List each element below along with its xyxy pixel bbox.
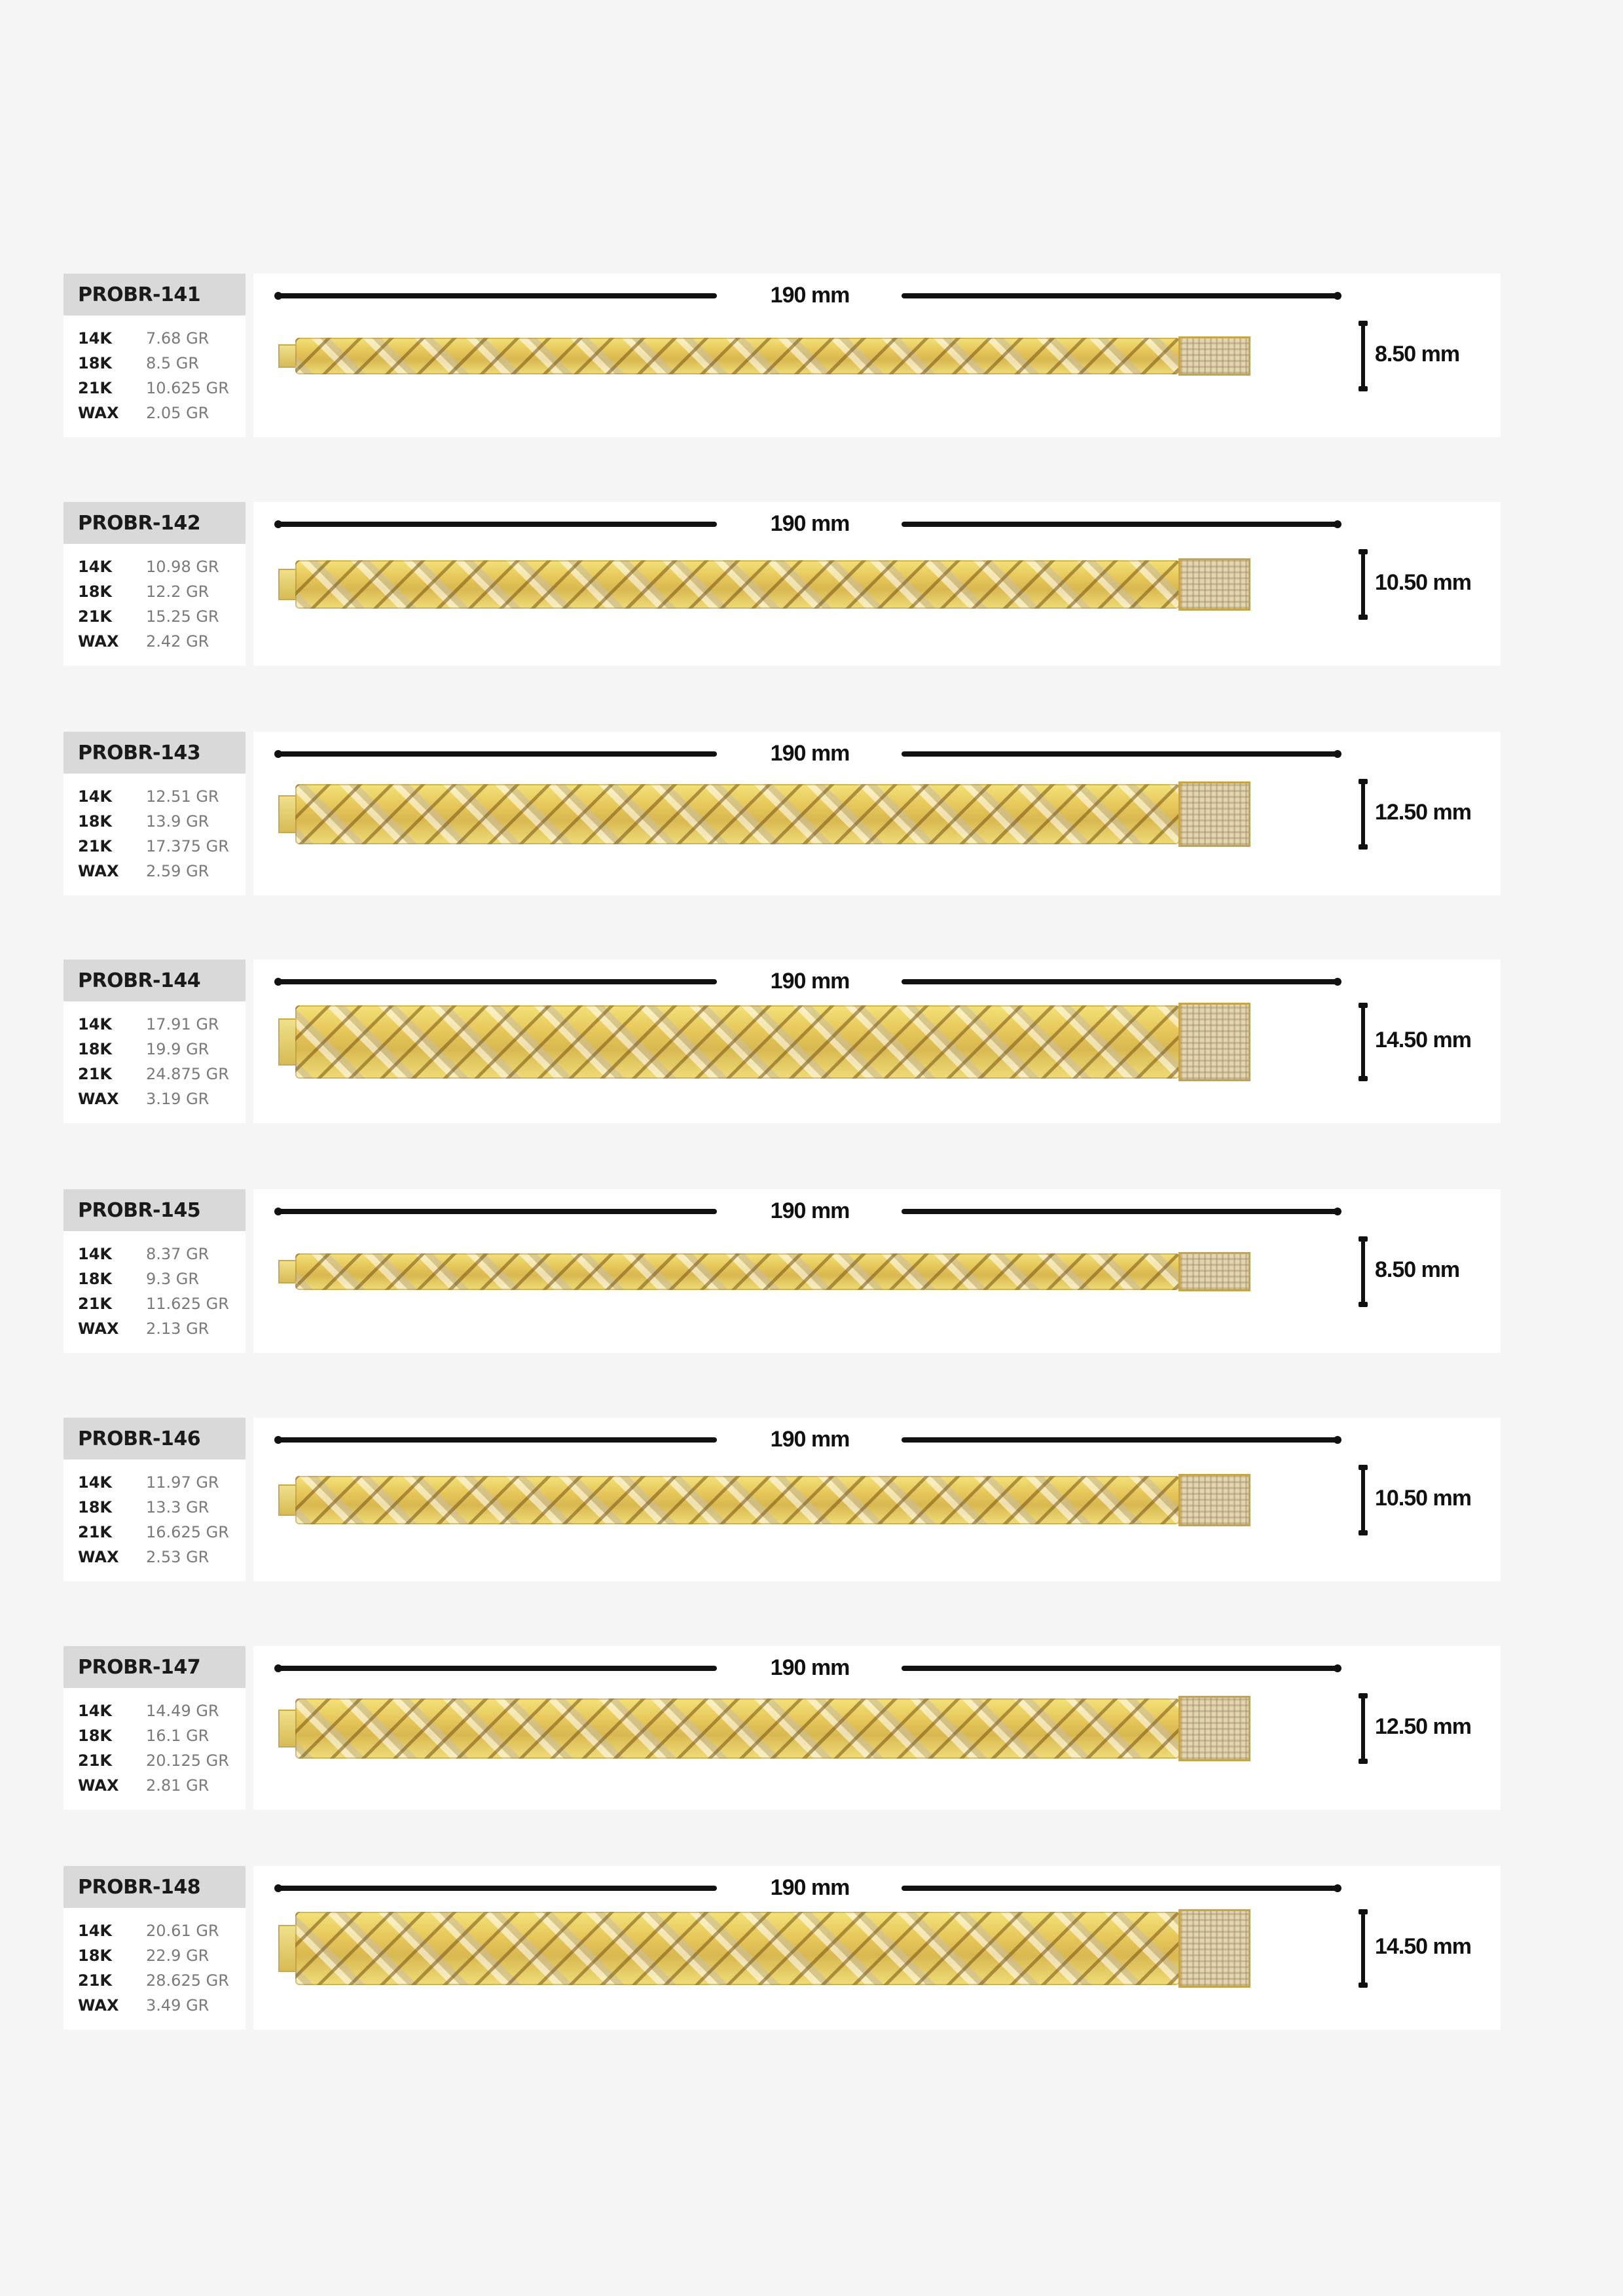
karat-label: WAX xyxy=(78,1090,119,1108)
length-label: 190 mm xyxy=(770,1198,850,1223)
weight-value: 19.9 GR xyxy=(146,1040,210,1058)
weight-row xyxy=(78,1316,246,1341)
length-dimension-line xyxy=(277,522,717,527)
weight-value: 17.91 GR xyxy=(146,1015,219,1033)
width-label: 10.50 mm xyxy=(1375,1486,1471,1511)
box-clasp xyxy=(1178,336,1250,376)
width-dimension-arrow-icon xyxy=(1361,322,1365,390)
product-code-header xyxy=(64,274,246,315)
product-code-header xyxy=(64,1418,246,1460)
bracelet-chain-links xyxy=(295,1698,1180,1759)
karat-label: WAX xyxy=(78,1776,119,1795)
karat-label: 14K xyxy=(78,1015,112,1033)
cuban-link-bracelet-image xyxy=(278,560,1250,609)
karat-label: 18K xyxy=(78,354,112,372)
product-code: PROBR-142 xyxy=(78,511,201,535)
karat-label: 21K xyxy=(78,1751,112,1770)
karat-label: 21K xyxy=(78,379,112,397)
karat-label: 14K xyxy=(78,1702,112,1720)
weight-row xyxy=(78,859,246,884)
product-row xyxy=(64,274,1501,437)
box-clasp xyxy=(1178,1909,1250,1988)
length-label: 190 mm xyxy=(770,1875,850,1900)
weight-value: 16.625 GR xyxy=(146,1523,229,1541)
weight-row xyxy=(78,1993,246,2018)
weight-value: 12.2 GR xyxy=(146,583,210,601)
length-arrow-right-icon xyxy=(1334,750,1341,758)
weight-list xyxy=(64,544,246,654)
product-code-header xyxy=(64,502,246,544)
product-code-header xyxy=(64,732,246,774)
box-clasp xyxy=(1178,1252,1250,1291)
cuban-link-bracelet-image xyxy=(278,1912,1250,1985)
spec-panel xyxy=(64,1866,246,2030)
length-dimension-line xyxy=(902,1666,1339,1671)
length-dimension-line xyxy=(902,1437,1339,1443)
karat-label: 18K xyxy=(78,583,112,601)
karat-label: 18K xyxy=(78,1040,112,1058)
karat-label: 14K xyxy=(78,1245,112,1263)
length-label: 190 mm xyxy=(770,511,850,536)
bracelet-visual-panel xyxy=(253,960,1501,1123)
karat-label: WAX xyxy=(78,632,119,651)
length-label: 190 mm xyxy=(770,1655,850,1680)
product-code: PROBR-147 xyxy=(78,1655,201,1679)
karat-label: 21K xyxy=(78,1523,112,1541)
spec-panel xyxy=(64,732,246,895)
bracelet-visual-panel xyxy=(253,1189,1501,1353)
length-arrow-right-icon xyxy=(1334,292,1341,300)
weight-row xyxy=(78,1242,246,1266)
cuban-link-bracelet-image xyxy=(278,1253,1250,1290)
karat-label: 18K xyxy=(78,812,112,831)
width-label: 14.50 mm xyxy=(1375,1934,1471,1959)
karat-label: WAX xyxy=(78,1548,119,1566)
length-dimension-line xyxy=(277,1437,717,1443)
weight-row xyxy=(78,326,246,351)
product-row xyxy=(64,1418,1501,1581)
width-label: 14.50 mm xyxy=(1375,1028,1471,1052)
weight-value: 20.125 GR xyxy=(146,1751,229,1770)
weight-row xyxy=(78,1470,246,1495)
weight-row xyxy=(78,1545,246,1570)
length-arrow-right-icon xyxy=(1334,1664,1341,1672)
weight-value: 2.81 GR xyxy=(146,1776,210,1795)
length-dimension-line xyxy=(902,522,1339,527)
product-row xyxy=(64,960,1501,1123)
cuban-link-bracelet-image xyxy=(278,784,1250,844)
weight-value: 2.59 GR xyxy=(146,862,210,880)
weight-row xyxy=(78,1037,246,1062)
weight-value: 3.19 GR xyxy=(146,1090,210,1108)
weight-value: 2.05 GR xyxy=(146,404,210,422)
weight-row xyxy=(78,1062,246,1086)
weight-value: 16.1 GR xyxy=(146,1727,210,1745)
box-clasp xyxy=(1178,781,1250,846)
weight-row xyxy=(78,834,246,859)
bracelet-chain-links xyxy=(295,1005,1180,1079)
weight-value: 10.98 GR xyxy=(146,558,219,576)
weight-value: 8.37 GR xyxy=(146,1245,210,1263)
weight-value: 28.625 GR xyxy=(146,1971,229,1990)
length-label: 190 mm xyxy=(770,969,850,994)
weight-value: 2.53 GR xyxy=(146,1548,210,1566)
weight-value: 14.49 GR xyxy=(146,1702,219,1720)
weight-value: 10.625 GR xyxy=(146,379,229,397)
bracelet-chain-links xyxy=(295,1476,1180,1524)
length-dimension-line xyxy=(277,751,717,757)
weight-value: 9.3 GR xyxy=(146,1270,200,1288)
weight-value: 2.42 GR xyxy=(146,632,210,651)
weight-value: 24.875 GR xyxy=(146,1065,229,1083)
weight-value: 20.61 GR xyxy=(146,1922,219,1940)
length-dimension-line xyxy=(902,1886,1339,1891)
weight-value: 22.9 GR xyxy=(146,1946,210,1965)
karat-label: 21K xyxy=(78,607,112,626)
length-label: 190 mm xyxy=(770,283,850,308)
weight-row xyxy=(78,1495,246,1520)
karat-label: 21K xyxy=(78,1295,112,1313)
width-label: 10.50 mm xyxy=(1375,570,1471,595)
karat-label: 18K xyxy=(78,1498,112,1516)
length-arrow-right-icon xyxy=(1334,978,1341,986)
product-code: PROBR-144 xyxy=(78,969,201,992)
length-dimension-line xyxy=(902,979,1339,984)
length-dimension-line xyxy=(902,751,1339,757)
bracelet-chain-links xyxy=(295,560,1180,609)
karat-label: 14K xyxy=(78,787,112,806)
spec-panel xyxy=(64,960,246,1123)
karat-label: 18K xyxy=(78,1727,112,1745)
product-code: PROBR-141 xyxy=(78,283,201,306)
product-code-header xyxy=(64,1646,246,1688)
bracelet-chain-links xyxy=(295,1253,1180,1290)
weight-row xyxy=(78,1086,246,1111)
box-clasp xyxy=(1178,1474,1250,1526)
width-label: 12.50 mm xyxy=(1375,1714,1471,1739)
spec-panel xyxy=(64,1189,246,1353)
length-dimension-line xyxy=(277,1886,717,1891)
product-code: PROBR-146 xyxy=(78,1427,201,1450)
weight-list xyxy=(64,1908,246,2018)
length-label: 190 mm xyxy=(770,1427,850,1452)
weight-value: 12.51 GR xyxy=(146,787,219,806)
karat-label: 21K xyxy=(78,1065,112,1083)
weight-list xyxy=(64,1688,246,1798)
weight-row xyxy=(78,376,246,401)
weight-row xyxy=(78,1968,246,1993)
length-arrow-right-icon xyxy=(1334,1436,1341,1444)
product-code-header xyxy=(64,1866,246,1908)
weight-row xyxy=(78,809,246,834)
karat-label: 14K xyxy=(78,1922,112,1940)
weight-row xyxy=(78,1943,246,1968)
width-dimension-arrow-icon xyxy=(1361,1466,1365,1534)
product-row xyxy=(64,1189,1501,1353)
width-dimension-arrow-icon xyxy=(1361,1238,1365,1306)
weight-row xyxy=(78,1723,246,1748)
cuban-link-bracelet-image xyxy=(278,338,1250,374)
width-label: 12.50 mm xyxy=(1375,800,1471,825)
product-code-header xyxy=(64,1189,246,1231)
weight-value: 11.97 GR xyxy=(146,1473,219,1492)
length-label: 190 mm xyxy=(770,741,850,766)
product-code-header xyxy=(64,960,246,1001)
weight-value: 2.13 GR xyxy=(146,1319,210,1338)
length-arrow-right-icon xyxy=(1334,1884,1341,1892)
weight-value: 7.68 GR xyxy=(146,329,210,348)
weight-list xyxy=(64,1231,246,1341)
weight-row xyxy=(78,604,246,629)
spec-panel xyxy=(64,1646,246,1810)
karat-label: 14K xyxy=(78,329,112,348)
weight-value: 11.625 GR xyxy=(146,1295,229,1313)
weight-row xyxy=(78,1773,246,1798)
length-dimension-line xyxy=(277,293,717,298)
cuban-link-bracelet-image xyxy=(278,1005,1250,1079)
karat-label: 18K xyxy=(78,1946,112,1965)
length-arrow-right-icon xyxy=(1334,1208,1341,1215)
bracelet-visual-panel xyxy=(253,1866,1501,2030)
weight-row xyxy=(78,1748,246,1773)
width-dimension-arrow-icon xyxy=(1361,1004,1365,1080)
product-code: PROBR-148 xyxy=(78,1875,201,1899)
bracelet-visual-panel xyxy=(253,502,1501,666)
weight-row xyxy=(78,629,246,654)
bracelet-chain-links xyxy=(295,338,1180,374)
cuban-link-bracelet-image xyxy=(278,1698,1250,1759)
spec-panel xyxy=(64,274,246,437)
weight-row xyxy=(78,1291,246,1316)
bracelet-visual-panel xyxy=(253,274,1501,437)
box-clasp xyxy=(1178,1696,1250,1761)
bracelet-chain-links xyxy=(295,1912,1180,1985)
product-code: PROBR-143 xyxy=(78,741,201,764)
weight-value: 17.375 GR xyxy=(146,837,229,855)
weight-value: 13.9 GR xyxy=(146,812,210,831)
karat-label: WAX xyxy=(78,862,119,880)
weight-value: 3.49 GR xyxy=(146,1996,210,2015)
karat-label: 18K xyxy=(78,1270,112,1288)
weight-row xyxy=(78,1266,246,1291)
weight-value: 8.5 GR xyxy=(146,354,200,372)
karat-label: WAX xyxy=(78,1319,119,1338)
width-dimension-arrow-icon xyxy=(1361,1910,1365,1986)
weight-row xyxy=(78,1698,246,1723)
bracelet-visual-panel xyxy=(253,1418,1501,1581)
length-dimension-line xyxy=(277,1666,717,1671)
weight-row xyxy=(78,1918,246,1943)
cuban-link-bracelet-image xyxy=(278,1476,1250,1524)
width-dimension-arrow-icon xyxy=(1361,1695,1365,1763)
weight-list xyxy=(64,1460,246,1570)
width-label: 8.50 mm xyxy=(1375,1257,1460,1282)
length-dimension-line xyxy=(277,1209,717,1214)
weight-value: 13.3 GR xyxy=(146,1498,210,1516)
weight-row xyxy=(78,1012,246,1037)
weight-row xyxy=(78,1520,246,1545)
karat-label: 14K xyxy=(78,1473,112,1492)
width-dimension-arrow-icon xyxy=(1361,780,1365,848)
product-row xyxy=(64,502,1501,666)
weight-row xyxy=(78,579,246,604)
box-clasp xyxy=(1178,558,1250,611)
weight-row xyxy=(78,351,246,376)
weight-list xyxy=(64,315,246,425)
karat-label: 14K xyxy=(78,558,112,576)
box-clasp xyxy=(1178,1003,1250,1082)
bracelet-visual-panel xyxy=(253,732,1501,895)
product-row xyxy=(64,1866,1501,2030)
bracelet-chain-links xyxy=(295,784,1180,844)
length-dimension-line xyxy=(902,1209,1339,1214)
bracelet-visual-panel xyxy=(253,1646,1501,1810)
length-dimension-line xyxy=(277,979,717,984)
weight-list xyxy=(64,774,246,884)
length-dimension-line xyxy=(902,293,1339,298)
product-row xyxy=(64,732,1501,895)
karat-label: WAX xyxy=(78,404,119,422)
spec-panel xyxy=(64,1418,246,1581)
karat-label: 21K xyxy=(78,1971,112,1990)
product-code: PROBR-145 xyxy=(78,1198,201,1222)
karat-label: 21K xyxy=(78,837,112,855)
product-row xyxy=(64,1646,1501,1810)
karat-label: WAX xyxy=(78,1996,119,2015)
width-label: 8.50 mm xyxy=(1375,342,1460,367)
weight-row xyxy=(78,784,246,809)
weight-value: 15.25 GR xyxy=(146,607,219,626)
width-dimension-arrow-icon xyxy=(1361,550,1365,619)
weight-list xyxy=(64,1001,246,1111)
weight-row xyxy=(78,554,246,579)
length-arrow-right-icon xyxy=(1334,520,1341,528)
spec-panel xyxy=(64,502,246,666)
weight-row xyxy=(78,401,246,425)
